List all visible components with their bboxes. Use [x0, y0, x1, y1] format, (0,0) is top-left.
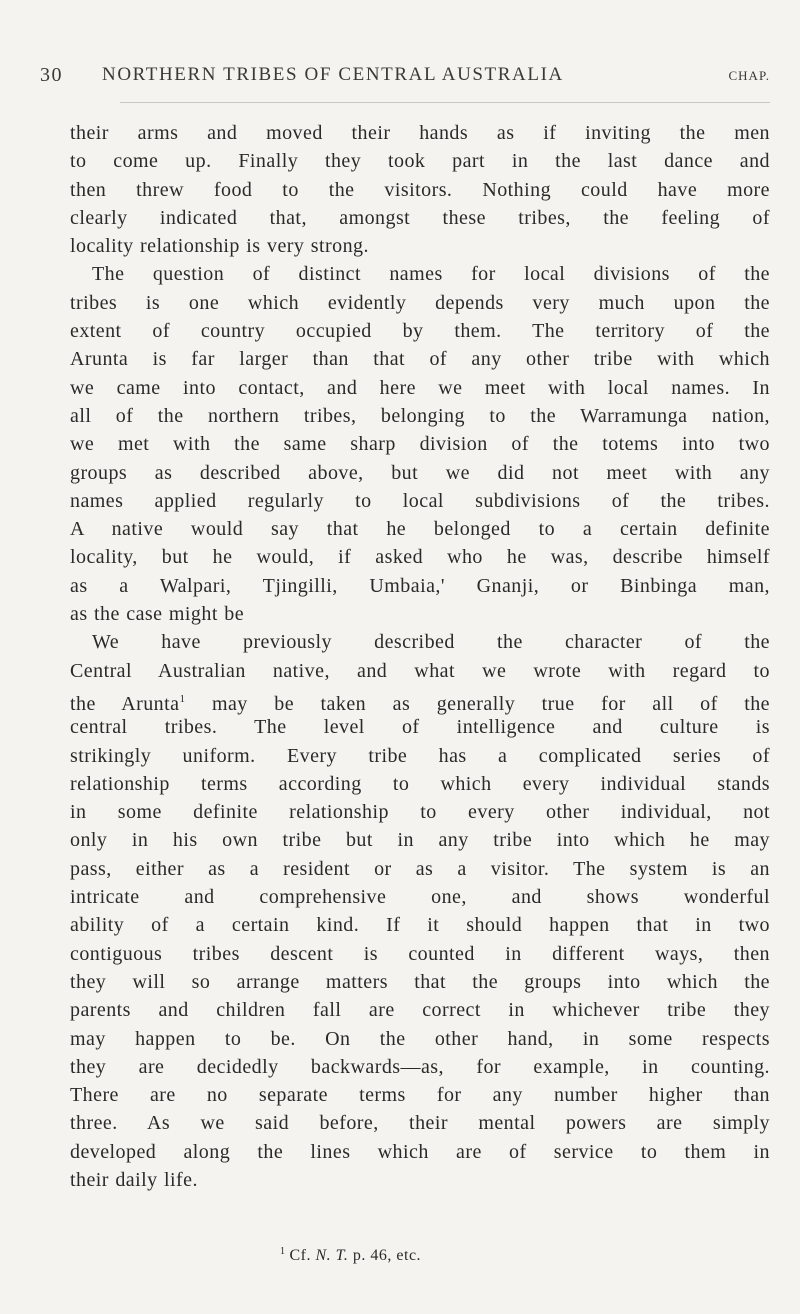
- text-line: to come up. Finally they took part in the last dance and: [70, 150, 770, 173]
- text-line: then threw food to the visitors. Nothing could have more: [70, 178, 770, 201]
- text-line: A native would say that he belonged to a certain definite: [70, 518, 770, 541]
- footnote-prefix: Cf.: [289, 1247, 311, 1264]
- body-text: [70, 119, 770, 1194]
- text-line: relationship terms according to which every individual stands: [70, 772, 770, 795]
- text-segment: the Arunta: [70, 692, 180, 715]
- footnote-work-title: N. T.: [315, 1247, 349, 1264]
- text-line: groups as described above, but we did not meet with any: [70, 461, 770, 484]
- text-line: intricate and comprehensive one, and shows wonderful: [70, 886, 770, 909]
- text-line: central tribes. The level of intelligence and culture is: [70, 716, 770, 739]
- running-title: NORTHERN TRIBES OF CENTRAL AUSTRALIA: [102, 64, 564, 85]
- text-line: locality relationship is very strong.: [70, 235, 369, 258]
- text-line: developed along the lines which are of service to them in: [70, 1140, 770, 1163]
- text-line: locality, but he would, if asked who he was, describe himself: [70, 546, 770, 569]
- running-head: [40, 64, 770, 94]
- text-line: as the case might be: [70, 603, 245, 626]
- text-line: they are decidedly backwards—as, for example, in counting.: [70, 1055, 770, 1078]
- text-line: Central Australian native, and what we wrote with regard to: [70, 659, 770, 682]
- text-line: ability of a certain kind. If it should happen that in two: [70, 914, 770, 937]
- text-line: in some definite relationship to every other individual, not: [70, 801, 770, 824]
- text-line: The question of distinct names for local divisions of the: [92, 263, 770, 286]
- header-rule: [120, 102, 770, 103]
- text-line: their arms and moved their hands as if inviting the men: [70, 122, 770, 144]
- text-line: we came into contact, and here we meet with local names. In: [70, 376, 770, 399]
- text-line: tribes is one which evidently depends very much upon the: [70, 291, 770, 314]
- text-line: we met with the same sharp division of the totems into two: [70, 433, 770, 456]
- text-segment: may be taken as generally true for all of the: [211, 692, 771, 715]
- text-line: only in his own tribe but in any tribe into which he may: [70, 829, 770, 852]
- text-line: pass, either as a resident or as a visitor. The system is an: [70, 857, 770, 880]
- text-line-with-footnote: [70, 685, 770, 713]
- footnote-reference: 1: [179, 692, 186, 705]
- text-line: strikingly uniform. Every tribe has a complicated series of: [70, 744, 770, 767]
- text-line: There are no separate terms for any number higher than: [70, 1084, 770, 1107]
- text-line: as a Walpari, Tjingilli, Umbaia,' Gnanji, or Binbinga man,: [70, 574, 770, 597]
- page-number: 30: [40, 64, 63, 86]
- text-line: all of the northern tribes, belonging to the Warramunga nation,: [70, 404, 770, 427]
- text-line: may happen to be. On the other hand, in some respects: [70, 1027, 770, 1050]
- text-line: We have previously described the character of the: [92, 631, 770, 654]
- text-line: three. As we said before, their mental powers are simply: [70, 1112, 770, 1135]
- text-line: their daily life.: [70, 1168, 198, 1191]
- text-line: parents and children fall are correct in whichever tribe they: [70, 999, 770, 1022]
- footnote-marker: 1: [280, 1246, 286, 1257]
- chapter-mark: CHAP.: [728, 68, 770, 83]
- text-line: Arunta is far larger than that of any other tribe with which: [70, 348, 770, 371]
- text-line: names applied regularly to local subdivisions of the tribes.: [70, 489, 770, 512]
- footnote-citation: p. 46, etc.: [352, 1247, 422, 1264]
- footnote: [280, 1246, 421, 1265]
- text-line: they will so arrange matters that the groups into which the: [70, 970, 770, 993]
- text-line: clearly indicated that, amongst these tribes, the feeling of: [70, 206, 770, 229]
- text-line: contiguous tribes descent is counted in different ways, then: [70, 942, 770, 965]
- text-line: extent of country occupied by them. The territory of the: [70, 320, 770, 343]
